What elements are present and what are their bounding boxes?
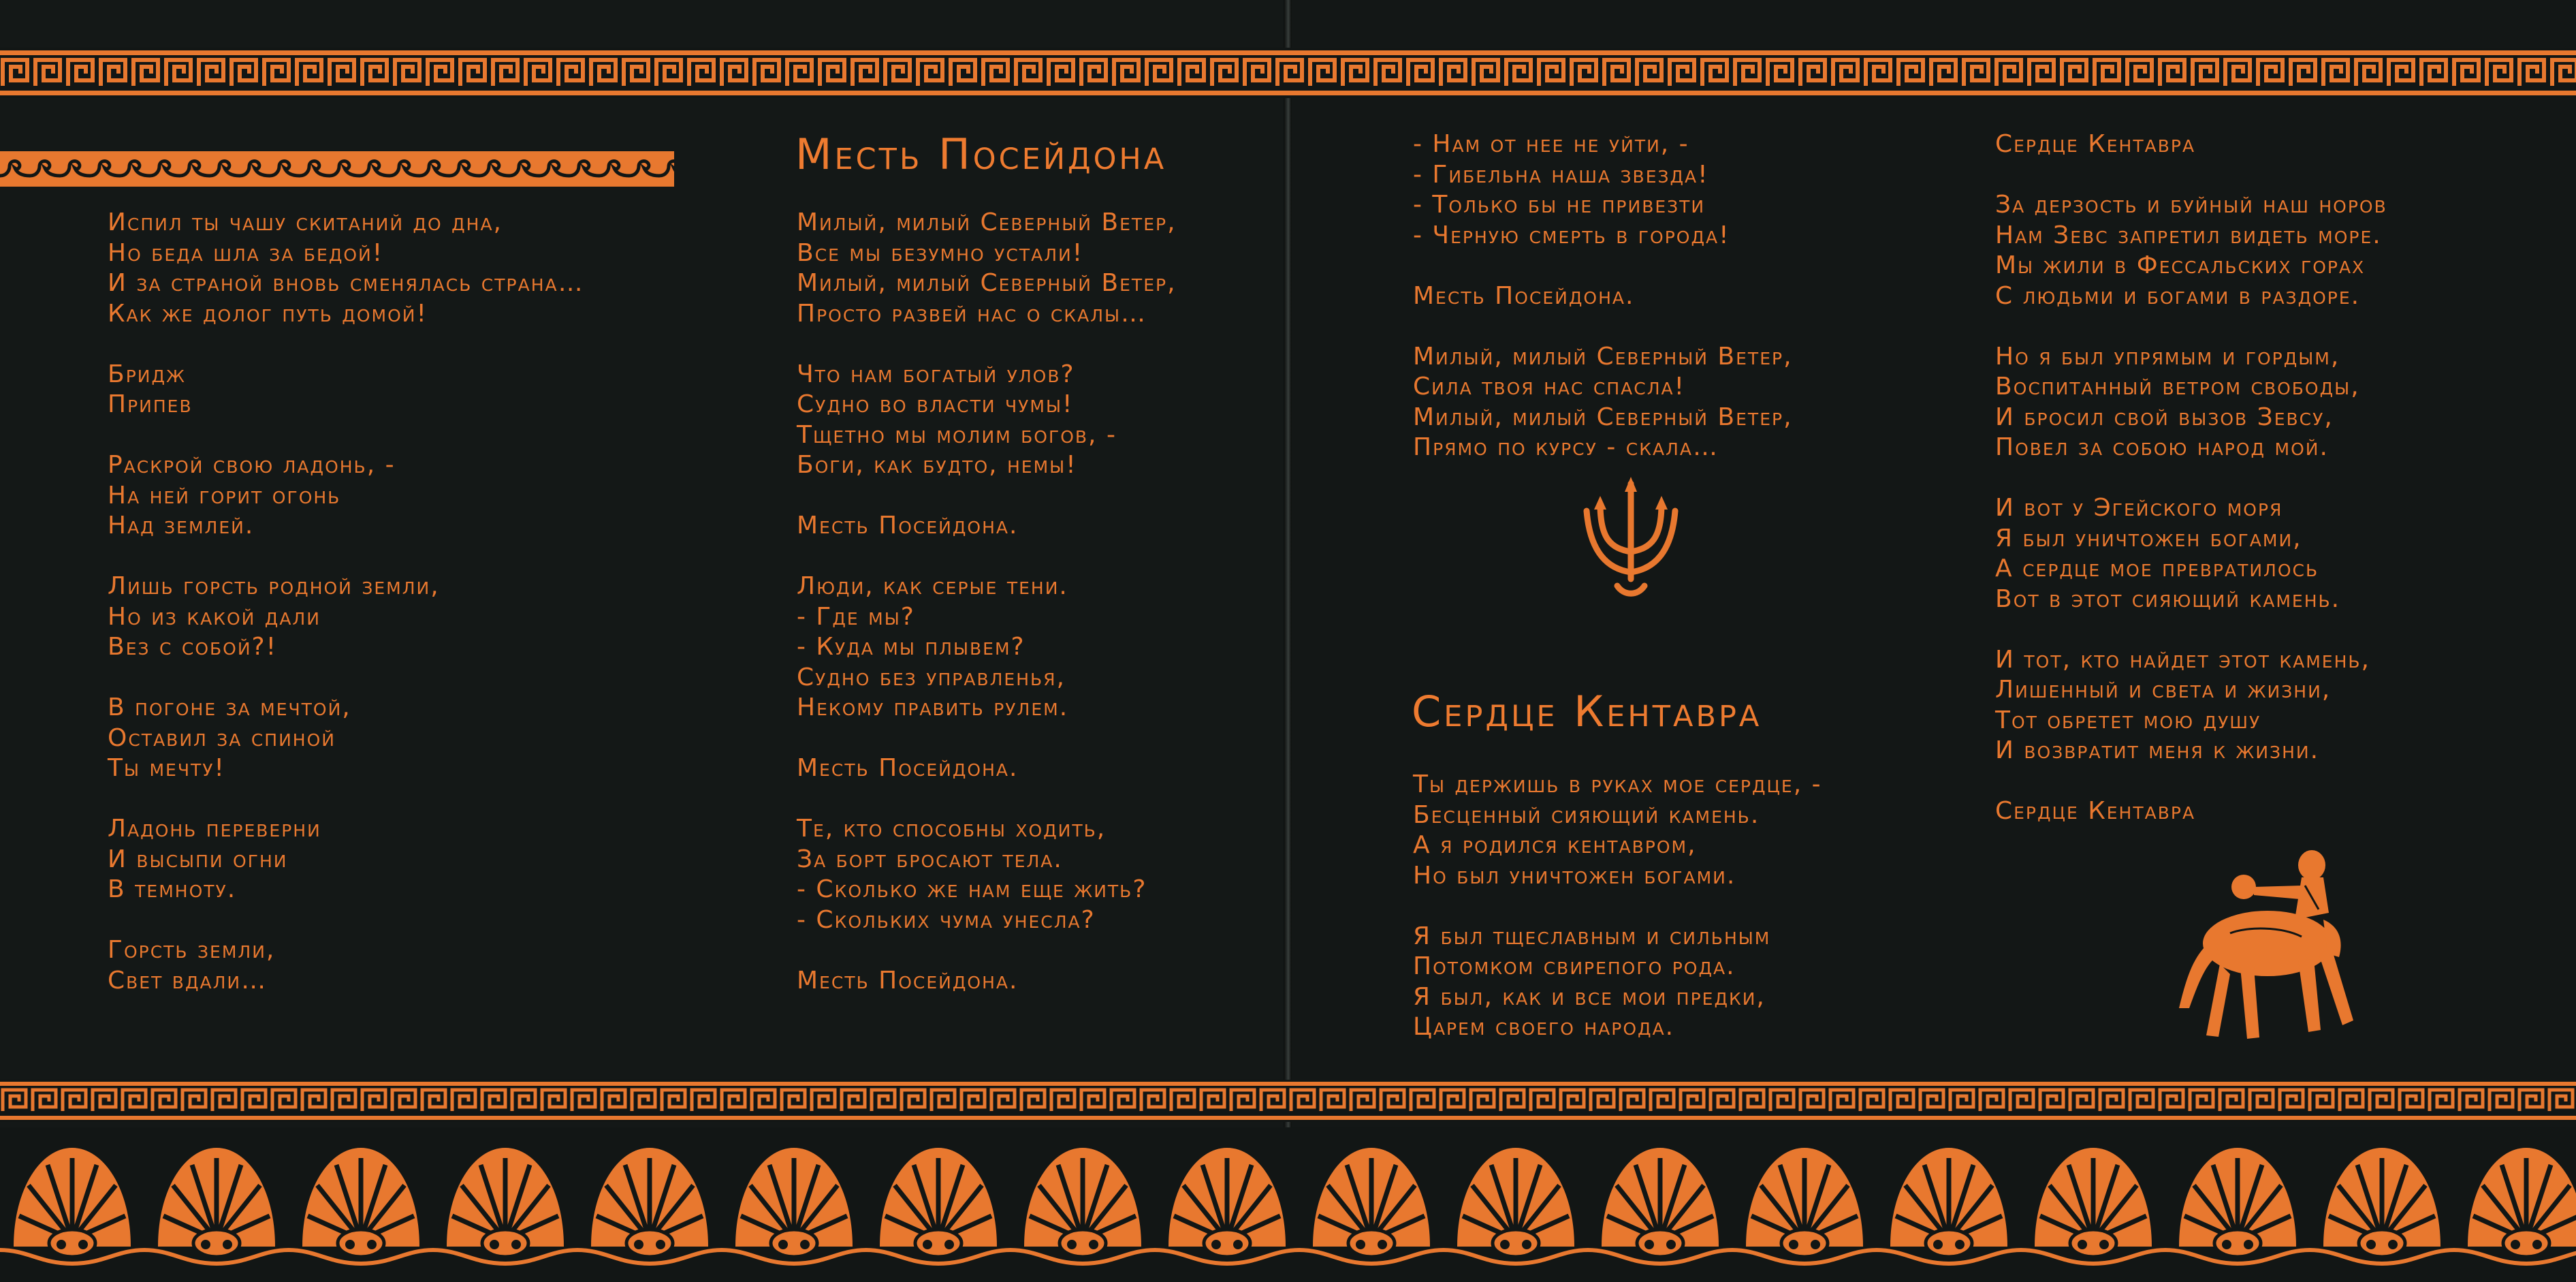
lyrics-column-1: Испил ты чашу скитаний до дна, Но беда шла за бедой! И за страной вновь сменялась страна… Как же долог путь домой! Бридж Припев Раскрой свою ладонь, - На ней горит огонь Над землей. Лишь горсть родной земли, Но из какой дали Вез с собой?! В погоне за мечтой, Оставил за спиной Ты мечту! Ладонь переверни И высыпи огни В темноту. Горсть земли, Свет вдали… <box>108 208 584 995</box>
greek-key-border-top <box>0 48 2576 98</box>
song-title-mest-poseidona: Месть Посейдона <box>795 129 1167 179</box>
lyrics-column-2: Милый, милый Северный Ветер, Все мы безумно устали! Милый, милый Северный Ветер, Просто развей нас о скалы… Что нам богатый улов? Судно во власти чумы! Тщетно мы молим богов, - Боги, как будто, немы! Месть Посейдона. Люди, как серые тени. - Где мы? - Куда мы плывем? Судно без управленья, Некому править рулем. Месть Посейдона. Те, кто способны ходить, За борт бросают тела. - Сколько же нам еще жить? - Скольких чума унесла? Месть Посейдона. <box>797 208 1177 995</box>
lyrics-column-4: Сердце Кентавра За дерзость и буйный наш норов Нам Зевс запретил видеть море. Мы жили в Фессальских горах С людьми и богами в раздоре. Но я был упрямым и гордым, Воспитанный ветром свободы, И бросил свой вызов Зевсу, Повел за собою народ мой. И вот у Эгейского моря Я был уничтожен богами, А сердце мое превратилось Вот в этот сияющий камень. И тот, кто найдет этот камень, Лишенный и света и жизни, Тот обретет мою душу И возвратит меня к жизни. Сердце Кентавра <box>1995 130 2387 825</box>
greek-key-border-bottom <box>0 1080 2576 1122</box>
lyrics-column-3: - Нам от нее не уйти, - - Гибельна наша звезда! - Только бы не привезти - Черную смерть в города! Месть Посейдона. Милый, милый Северный Ветер, Сила твоя нас спасла! Милый, милый Северный Ветер, Прямо по курсу - скала… <box>1413 130 1793 461</box>
trident-icon <box>1580 477 1682 599</box>
centaur-figure <box>2165 845 2370 1049</box>
palmette-frieze <box>0 1127 2576 1282</box>
lyrics-column-5: Ты держишь в руках мое сердце, - Бесценный сияющий камень. А я родился кентавром, Но был уничтожен богами. Я был тщеславным и сильным Потомком свирепого рода. Я был, как и все мои предки, Царем своего народа. <box>1413 770 1822 1041</box>
wave-border <box>0 151 674 187</box>
song-title-serdtse-kentavra: Сердце Кентавра <box>1412 687 1762 736</box>
